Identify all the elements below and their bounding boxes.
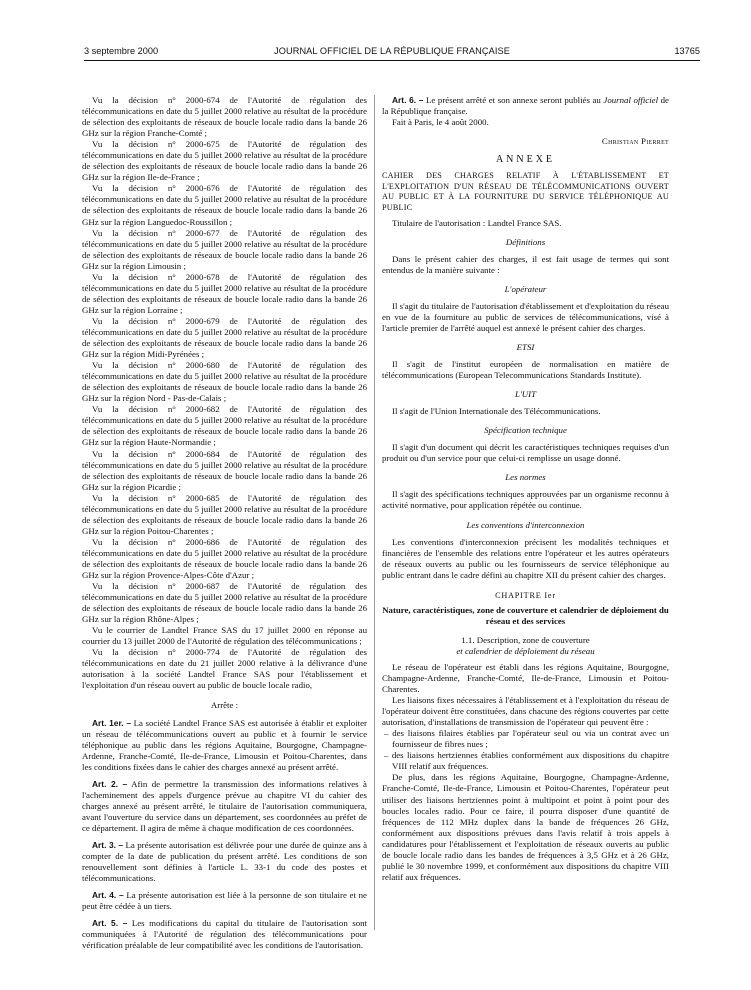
article-4 [82, 890, 367, 912]
definitions-heading: Définitions [505, 236, 546, 247]
article-3 [82, 840, 367, 884]
fait-a-paris: Fait à Paris, le 4 août 2000. [392, 117, 489, 128]
visa-paragraph: Vu la décision n° 2000-676 de l'Autorité de régulation des télécommunications en date du 5 juillet 2000 relative au résultat de la procédure de sélection des exploitants de réseaux de boucle locale radio dans la bande 26 GHz sur la région Languedoc-Roussillon ; [82, 183, 367, 227]
cahier-title: CAHIER DES CHARGES RELATIF À L'ÉTABLISSEMENT ET L'EXPLOITATION D'UN RÉSEAU DE TÉLÉCOMMUNICATIONS OUVERT AU PUBLIC ET À LA FOURNITURE DU SERVICE TÉLÉPHONIQUE AU PUBLIC [382, 171, 669, 213]
article-label: Art. 2. – [92, 778, 128, 789]
article-text: Le présent arrêté et son annexe seront publiés au [423, 95, 604, 105]
visas-list [82, 95, 367, 692]
visa-paragraph: Vu la décision n° 2000-685 de l'Autorité de régulation des télécommunications en date du 5 juillet 2000 relative au résultat de la procédure de sélection des exploitants de réseaux de boucle locale radio dans la bande 26 GHz sur la région Poitou-Charentes ; [82, 492, 367, 536]
article-label: Art. 5. – [92, 918, 128, 929]
section-paragraph: Les liaisons fixes nécessaires à l'établissement et à l'exploitation du réseau de l'opérateur doivent être constituées, dans chacune des régions couvertes par cette autorisation, d'installations de transmission de l'opérateur qui peuvent être : [382, 695, 669, 728]
definition-text: Il s'agit de l'institut européen de normalisation en matière de télécommunications (European Telecommunications Standards Institute). [382, 359, 669, 381]
visa-paragraph: Vu la décision n° 2000-680 de l'Autorité de régulation des télécommunications en date du 5 juillet 2000 relative au résultat de la procédure de sélection des exploitants de réseaux de boucle locale radio dans la bande 26 GHz sur la région Nord - Pas-de-Calais ; [82, 360, 367, 404]
section-subtitle: et calendrier de déploiement du réseau [456, 645, 595, 656]
article-label: Art. 4. – [92, 890, 124, 901]
definition-text: Il s'agit du titulaire de l'autorisation d'établissement et d'exploitation du réseau en vue de la fourniture au public de services de télécommunications, visé à l'article premier de l'arrêté auquel est annexé le présent cahier des charges. [382, 300, 669, 333]
chapitre-label: CHAPITRE Ier [495, 590, 556, 600]
article-text: Les modifications du capital du titulaire de l'autorisation sont communiquées à l'Autorité de régulation des télécommunications pour vérification préalable de leur compatibilité avec les conditions de l'autorisation. [82, 918, 367, 951]
section-paragraph: Le réseau de l'opérateur est établi dans les régions Aquitaine, Bourgogne, Champagne-Ardenne, Franche-Comté, Ile-de-France, Limousin et Poitou-Charentes. [382, 661, 669, 695]
annexe-title: ANNEXE [495, 154, 556, 166]
definition-text: Il s'agit d'un document qui décrit les caractéristiques techniques requises d'un produit ou d'un service pour que celui-ci remplisse un usage donné. [382, 442, 669, 464]
header-journal-title: JOURNAL OFFICIEL DE LA RÉPUBLIQUE FRANÇAISE [274, 46, 510, 56]
visa-paragraph: Vu la décision n° 2000-774 de l'Autorité de régulation des télécommunications en date du 21 juillet 2000 relative à la délivrance d'une autorisation à la société Landtel France SAS pour l'établissement et l'exploitation d'un réseau ouvert au public de boucle locale radio, [82, 647, 367, 691]
visa-paragraph: Vu la décision n° 2000-687 de l'Autorité de régulation des télécommunications en date du 5 juillet 2000 relative au résultat de la procédure de sélection des exploitants de réseaux de boucle locale radio dans la bande 26 GHz sur la région Rhône-Alpes ; [82, 581, 367, 625]
section-paragraphs [382, 662, 669, 728]
chapitre-title: Nature, caractéristiques, zone de couverture et calendrier de déploiement du réseau et des services [382, 604, 669, 626]
right-column [382, 95, 669, 883]
header-page-number: 13765 [674, 46, 700, 56]
definitions-intro: Dans le présent cahier des charges, il est fait usage de termes qui sont entendus de la manière suivante : [382, 253, 669, 275]
visa-paragraph: Vu la décision n° 2000-677 de l'Autorité de régulation des télécommunications en date du 5 juillet 2000 relative au résultat de la procédure de sélection des exploitants de réseaux de boucle locale radio dans la bande 26 GHz sur la région Limousin ; [82, 227, 367, 271]
article-2 [82, 779, 367, 834]
bullet-list [382, 728, 669, 772]
article-5 [82, 918, 367, 951]
visa-paragraph: Vu la décision n° 2000-679 de l'Autorité de régulation des télécommunications en date du 5 juillet 2000 relative au résultat de la procédure de sélection des exploitants de réseaux de boucle locale radio dans la bande 26 GHz sur la région Midi-Pyrénées ; [82, 315, 367, 360]
definition-text: Il s'agit des spécifications techniques approuvées par un organisme reconnu à activité normative, pour application répétée ou continue. [382, 489, 669, 511]
article-label: Art. 6. – [392, 95, 424, 105]
definition-term: ETSI [516, 341, 535, 352]
article-text: La société Landtel France SAS est autorisée à établir et exploiter un réseau de télécommunications ouvert au public et à fournir le service téléphonique au public dans les régions Aquitaine, Bourgogne, Champagne-Ardenne, Franche-Comté, Ile-de-France, Limousin et Poitou-Charentes, dans les conditions fixées dans le cahier des charges annexé au présent arrêté. [82, 717, 367, 772]
visa-paragraph: Vu la décision n° 2000-675 de l'Autorité de régulation des télécommunications en date du 5 juillet 2000 relative au résultat de la procédure de sélection des exploitants de réseaux de boucle locale radio dans la bande 26 GHz sur la région Ile-de-France ; [82, 139, 367, 183]
journal-officiel-italic: Journal officiel [603, 95, 659, 105]
article-text: La présente autorisation est délivrée pour une durée de quinze ans à compter de la date de publication du présent arrêté. Les conditions de son renouvellement sont définies à l'article L. 33-1 du code des postes et télécommunications. [82, 840, 367, 884]
definition-term: Spécification technique [484, 425, 567, 436]
arrete-heading: Arrête : [210, 699, 239, 710]
article-text: Afin de permettre la transmission des informations relatives à l'acheminement des appels d'urgence prévue au chapitre VI du cahier des charges annexé au présent arrêté, le titulaire de l'autorisation communiquera, avant l'ouverture du service dans un département, ses coordonnées au préfet de ce département. Il agira de même à chaque modification de ces coordonnées. [82, 778, 367, 833]
article-text-end: de la République française. [382, 95, 669, 117]
definition-text: Il s'agit de l'Union Internationale des Télécommunications. [392, 406, 601, 417]
articles-list [82, 718, 367, 952]
titulaire: Titulaire de l'autorisation : Landtel France SAS. [392, 217, 562, 228]
header-rule [84, 60, 700, 61]
visa-paragraph: Vu la décision n° 2000-682 de l'Autorité de régulation des télécommunications en date du 5 juillet 2000 relative au résultat de la procédure de sélection des exploitants de réseaux de boucle locale radio dans la bande 26 GHz sur la région Haute-Normandie ; [82, 404, 367, 448]
header-date: 3 septembre 2000 [84, 46, 159, 56]
running-header [84, 46, 700, 60]
article-6 [382, 95, 669, 117]
visa-paragraph: Vu le courrier de Landtel France SAS du 17 juillet 2000 en réponse au courrier du 13 juillet 2000 de l'Autorité de régulation des télécommunications ; [82, 625, 367, 647]
signature: Christian Pierret [601, 136, 669, 147]
visa-paragraph: Vu la décision n° 2000-678 de l'Autorité de régulation des télécommunications en date du 5 juillet 2000 relative au résultat de la procédure de sélection des exploitants de réseaux de boucle locale radio dans la bande 26 GHz sur la région Lorraine ; [82, 271, 367, 315]
article-label: Art. 3. – [92, 840, 124, 851]
article-1 [82, 718, 367, 773]
article-text: La présente autorisation est liée à la personne de son titulaire et ne peut être cédée à un tiers. [82, 890, 367, 912]
definitions-list [382, 284, 669, 581]
definition-term: L'UIT [514, 389, 537, 400]
visa-paragraph: Vu la décision n° 2000-684 de l'Autorité de régulation des télécommunications en date du 5 juillet 2000 relative au résultat de la procédure de sélection des exploitants de réseaux de boucle locale radio dans la bande 26 GHz sur la région Picardie ; [82, 448, 367, 492]
definition-text: Les conventions d'interconnexion précisent les modalités techniques et financières de l'ensemble des relations entre l'opérateur et les autres opérateurs de réseaux ouverts au public ou les fournisseurs de service téléphonique au public entrant dans le cadre défini au chapitre XII du présent cahier des charges. [382, 536, 669, 580]
closing-paragraph: De plus, dans les régions Aquitaine, Bourgogne, Champagne-Ardenne, Franche-Comté, Ile-de-France, Limousin et Poitou-Charentes, l'opérateur peut utiliser des liaisons hertziennes point à multipoint et point à point pour des boucles locales radio. Pour ce faire, il pourra disposer d'une quantité de fréquences de 112 MHz duplex dans la bande de fréquences 26 GHz, conformément aux dispositions prévues dans l'avis relatif à trois appels à candidatures pour l'établissement et l'exploitation de réseaux ouverts au public de boucle locale radio dans les bandes de fréquences à 3,5 GHz et à 26 GHz, publié le 30 novembre 1999, et conformément aux dispositions du chapitre VIII relatif aux fréquences. [382, 772, 669, 882]
visa-paragraph: Vu la décision n° 2000-686 de l'Autorité de régulation des télécommunications en date du 5 juillet 2000 relative au résultat de la procédure de sélection des exploitants de réseaux de boucle locale radio dans la bande 26 GHz sur la région Provence-Alpes-Côte d'Azur ; [82, 536, 367, 581]
definition-term: L'opérateur [504, 283, 547, 294]
visa-paragraph: Vu la décision n° 2000-674 de l'Autorité de régulation des télécommunications en date du 5 juillet 2000 relative au résultat de la procédure de sélection des exploitants de réseaux de boucle locale radio dans la bande 26 GHz sur la région Franche-Comté ; [82, 95, 367, 139]
definition-term: Les normes [505, 472, 546, 483]
left-column [82, 95, 367, 951]
bullet-item: – des liaisons hertziennes établies conformément aux dispositions du chapitre VIII relatif aux fréquences. [384, 750, 669, 772]
column-divider [374, 95, 375, 930]
definition-term: Les conventions d'interconnexion [466, 519, 585, 530]
bullet-item: – des liaisons filaires établies par l'opérateur seul ou via un contrat avec un fournisseur de fibres nues ; [384, 728, 669, 750]
section-title: 1.1. Description, zone de couverture [461, 634, 590, 645]
article-label: Art. 1er. – [92, 717, 131, 728]
